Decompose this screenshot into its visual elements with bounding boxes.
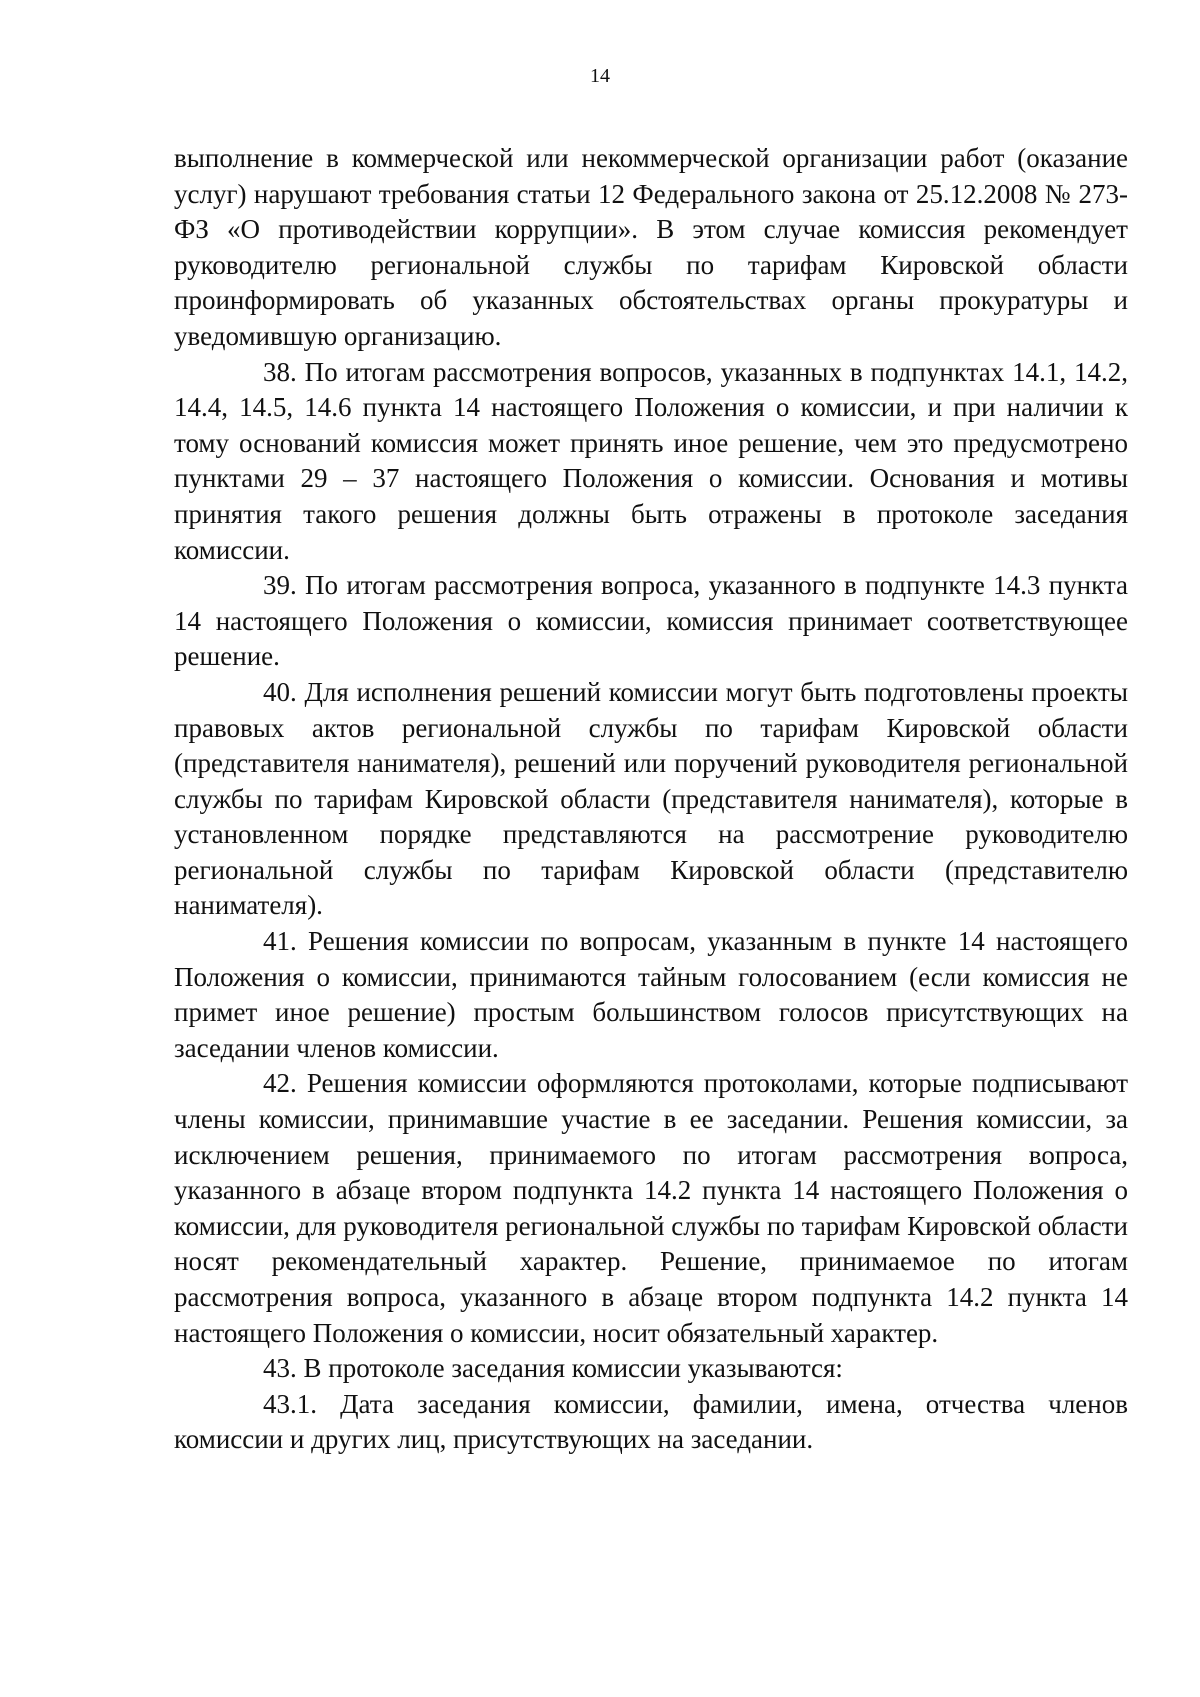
document-body: [174, 141, 1128, 1458]
paragraph-43: 43. В протоколе заседания комиссии указываются:: [263, 1353, 843, 1384]
paragraph-43-1: 43.1. Дата заседания комиссии, фамилии, имена, отчества членов комиссии и других лиц, присутствующих на заседании.: [174, 1388, 1128, 1455]
paragraph-39: 39. По итогам рассмотрения вопроса, указанного в подпункте 14.3 пункта 14 настоящего Положения о комиссии, комиссия принимает соответствующее решение.: [174, 570, 1128, 672]
paragraph-continuation: выполнение в коммерческой или некоммерческой организации работ (оказание услуг) нарушают требования статьи 12 Федерального закона от 25.12.2008 № 273-ФЗ «О противодействии коррупции». В этом случае комиссия рекомендует руководителю региональной службы по тарифам Кировской области проинформировать об указанных обстоятельствах органы прокуратуры и уведомившую организацию.: [174, 143, 1128, 351]
paragraph-40: 40. Для исполнения решений комиссии могут быть подготовлены проекты правовых актов региональной службы по тарифам Кировской области (представителя нанимателя), решений или поручений руководителя региональной службы по тарифам Кировской области (представителя нанимателя), которые в установленном порядке представляются на рассмотрение руководителю региональной службы по тарифам Кировской области (представителю нанимателя).: [174, 676, 1128, 921]
paragraph-42: 42. Решения комиссии оформляются протоколами, которые подписывают члены комиссии, принимавшие участие в ее заседании. Решения комиссии, за исключением решения, принимаемого по итогам рассмотрения вопроса, указанного в абзаце втором подпункта 14.2 пункта 14 настоящего Положения о комиссии, для руководителя региональной службы по тарифам Кировской области носят рекомендательный характер. Решение, принимаемое по итогам рассмотрения вопроса, указанного в абзаце втором подпункта 14.2 пункта 14 настоящего Положения о комиссии, носит обязательный характер.: [174, 1068, 1128, 1348]
paragraph-38: 38. По итогам рассмотрения вопросов, указанных в подпунктах 14.1, 14.2, 14.4, 14.5, 14.6 пункта 14 настоящего Положения о комиссии, и при наличии к тому оснований комиссия может принять иное решение, чем это предусмотрено пунктами 29 – 37 настоящего Положения о комиссии. Основания и мотивы принятия такого решения должны быть отражены в протоколе заседания комиссии.: [174, 356, 1128, 565]
page-number: 14: [590, 65, 610, 87]
paragraph-41: 41. Решения комиссии по вопросам, указанным в пункте 14 настоящего Положения о комиссии, принимаются тайным голосованием (если комиссия не примет иное решение) простым большинством голосов присутствующих на заседании членов комиссии.: [174, 926, 1128, 1063]
